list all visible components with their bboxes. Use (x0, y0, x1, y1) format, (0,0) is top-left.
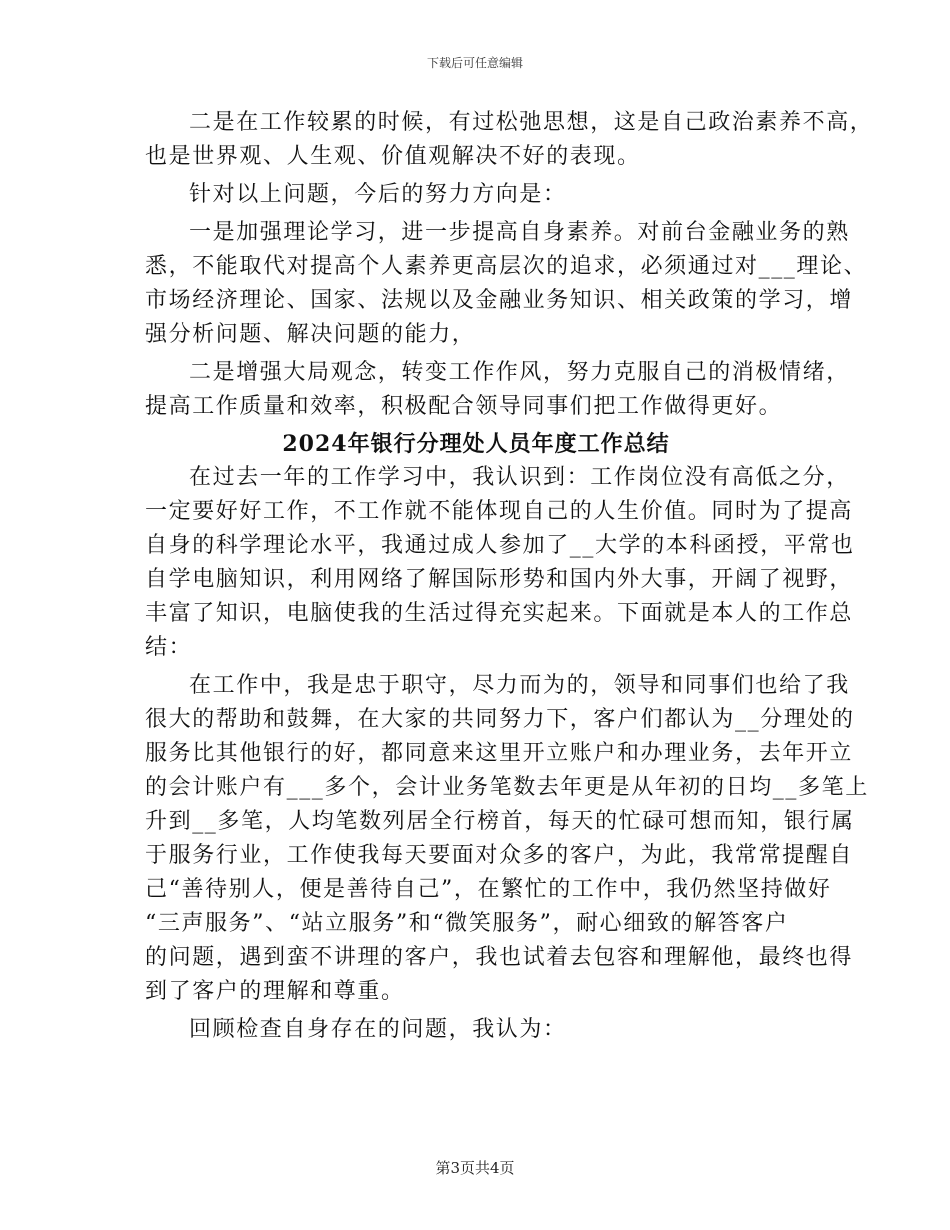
paragraph-line: 己“善待别人，便是善待自己”，在繁忙的工作中，我仍然坚持做好 (145, 877, 832, 902)
paragraph-line: 的会计账户有___多个，会计业务笔数去年更是从年初的日均__多笔上 (145, 775, 869, 800)
page-number-footer: 第3页共4页 (435, 1159, 515, 1177)
paragraph-line: 在过去一年的工作学习中，我认识到：工作岗位没有高低之分， (189, 465, 850, 490)
paragraph-line: 强分析问题、解决问题的能力， (145, 322, 476, 347)
paragraph-line: 自身的科学理论水平，我通过成人参加了__大学的本科函授，平常也 (145, 533, 855, 558)
paragraph-line: 到了客户的理解和尊重。 (145, 979, 405, 1004)
paragraph-line: 悉，不能取代对提高个人素养更高层次的追求，必须通过对___理论、 (145, 254, 868, 279)
paragraph-line: 针对以上问题，今后的努力方向是： (189, 182, 567, 207)
paragraph-line: 回顾检查自身存在的问题，我认为： (189, 1017, 567, 1042)
paragraph-line: 二是在工作较累的时候，有过松弛思想，这是自己政治素养不高， (189, 110, 874, 135)
paragraph-line: 也是世界观、人生观、价值观解决不好的表现。 (145, 144, 641, 169)
document-body (145, 106, 874, 1047)
paragraph-line: 升到__多笔，人均笔数列居全行榜首，每天的忙碌可想而知，银行属 (145, 809, 855, 834)
paragraph-line: 服务比其他银行的好，都同意来这里开立账户和办理业务，去年开立 (145, 741, 854, 766)
paragraph-line: 一定要好好工作，不工作就不能体现自己的人生价值。同时为了提高 (145, 499, 854, 524)
page-header-note: 下载后可任意编辑 (426, 56, 523, 70)
paragraph-line: 很大的帮助和鼓舞，在大家的共同努力下，客户们都认为__分理处的 (145, 707, 855, 732)
paragraph-line: 一是加强理论学习，进一步提高自身素养。对前台金融业务的熟 (189, 220, 850, 245)
paragraph-line: 在工作中，我是忠于职守，尽力而为的，领导和同事们也给了我 (189, 673, 850, 698)
paragraph-line: 于服务行业，工作使我每天要面对众多的客户，为此，我常常提醒自 (145, 843, 854, 868)
paragraph-line: 提高工作质量和效率，积极配合领导同事们把工作做得更好。 (145, 394, 783, 419)
paragraph-line: 二是增强大局观念，转变工作作风，努力克服自己的消极情绪， (189, 360, 850, 385)
paragraph-line: 的问题，遇到蛮不讲理的客户，我也试着去包容和理解他，最终也得 (145, 945, 854, 970)
paragraph-line: 自学电脑知识，利用网络了解国际形势和国内外大事，开阔了视野， (145, 567, 854, 592)
paragraph-line: 丰富了知识，电脑使我的生活过得充实起来。下面就是本人的工作总 (145, 601, 854, 626)
document-title: 2024年银行分理处人员年度工作总结 (282, 431, 670, 457)
paragraph-line: “三声服务”、“站立服务”和“微笑服务”，耐心细致的解答客户 (145, 911, 789, 936)
paragraph-line: 结： (145, 635, 193, 660)
paragraph-line: 市场经济理论、国家、法规以及金融业务知识、相关政策的学习，增 (145, 288, 854, 313)
